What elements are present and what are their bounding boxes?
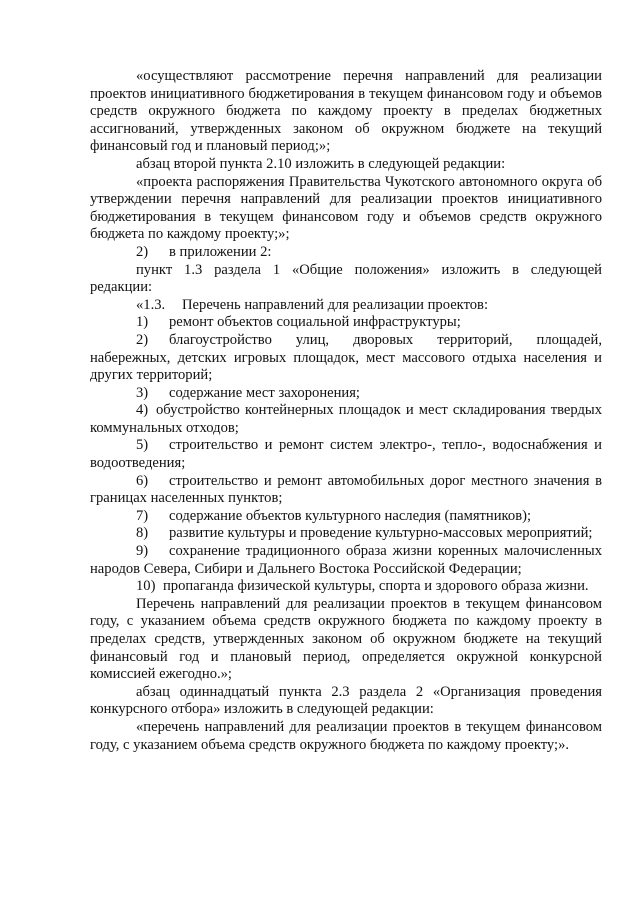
paragraph-point-1-3: пункт 1.3 раздела 1 «Общие положения» изложить в следующей редакции: [90,261,602,296]
item-number: 8) [136,525,149,542]
document-page [90,68,602,754]
list-item-appendix-2: 2) в приложении 2: [136,243,272,260]
item-number: «1.3. [136,296,166,313]
list-item-6: 6) строительство и ремонт автомобильных дорог местного значения в границах населенных пунктов; [90,472,602,507]
item-number: 3) [136,384,149,401]
list-item-3: 3) содержание мест захоронения; [136,384,360,401]
list-item-8: 8) развитие культуры и проведение культурно-массовых мероприятий; [136,525,593,542]
item-number: 2) [136,331,149,348]
list-item-4: 4) обустройство контейнерных площадок и мест складирования твердых коммунальных отходов; [90,402,602,436]
item-number: 7) [136,507,149,524]
item-number: 4) [136,402,149,419]
paragraph-point-2-3: абзац одиннадцатый пункта 2.3 раздела 2 «Организация проведения конкурсного отбора» изложить в следующей редакции: [90,683,602,718]
item-number: 1) [136,314,149,331]
list-item-5: 5) строительство и ремонт систем электро-, тепло-, водоснабжения и водоотведения; [90,437,602,472]
list-item-2: 2) благоустройство улиц, дворовых территорий, площадей, набережных, детских игровых площадок, мест массового отдыха населения и других территорий; [90,331,602,384]
list-item-9: 9) сохранение традиционного образа жизни коренных малочисленных народов Севера, Сибири и Дальнего Востока Российской Федерации; [90,543,602,577]
paragraph-1: «осуществляют рассмотрение перечня направлений для реализации проектов инициативного бюджетирования в текущем финансовом году и объемов средств окружного бюджета по каждому проекту в пределах бюджетных ассигнований, утвержденных законом об окружном бюджете на текущий финансовый год и плановый период;»; [90,68,602,155]
list-item-10: 10) пропаганда физической культуры, спорта и здорового образа жизни. [136,578,589,595]
paragraph-final: «перечень направлений для реализации проектов в текущем финансовом году, с указанием объема средств окружного бюджета по каждому проекту;». [90,718,602,753]
item-number: 5) [136,437,149,454]
list-item-7: 7) содержание объектов культурного наследия (памятников); [136,507,532,524]
paragraph-perechen: Перечень направлений для реализации проектов в текущем финансовом году, с указанием объема средств окружного бюджета по каждому проекту в пределах средств, утвержденных законом об окружном бюджете на текущий финансовый год и плановый период, определяется окружной конкурсной комиссией ежегодно.»; [90,595,602,683]
list-heading-1-3: «1.3. Перечень направлений для реализации проектов: [136,296,488,313]
item-number: 6) [136,472,149,489]
item-number: 9) [136,543,149,560]
paragraph-3: «проекта распоряжения Правительства Чукотского автономного округа об утверждении перечня направлений для реализации проектов инициативного бюджетирования в текущем финансовом году и объемов средств окружного бюджета по каждому проекту;»; [90,173,602,243]
item-number: 10) [136,578,156,595]
item-number: 2) [136,243,149,260]
paragraph-2: абзац второй пункта 2.10 изложить в следующей редакции: [136,155,506,172]
list-item-1: 1) ремонт объектов социальной инфраструктуры; [136,314,461,331]
